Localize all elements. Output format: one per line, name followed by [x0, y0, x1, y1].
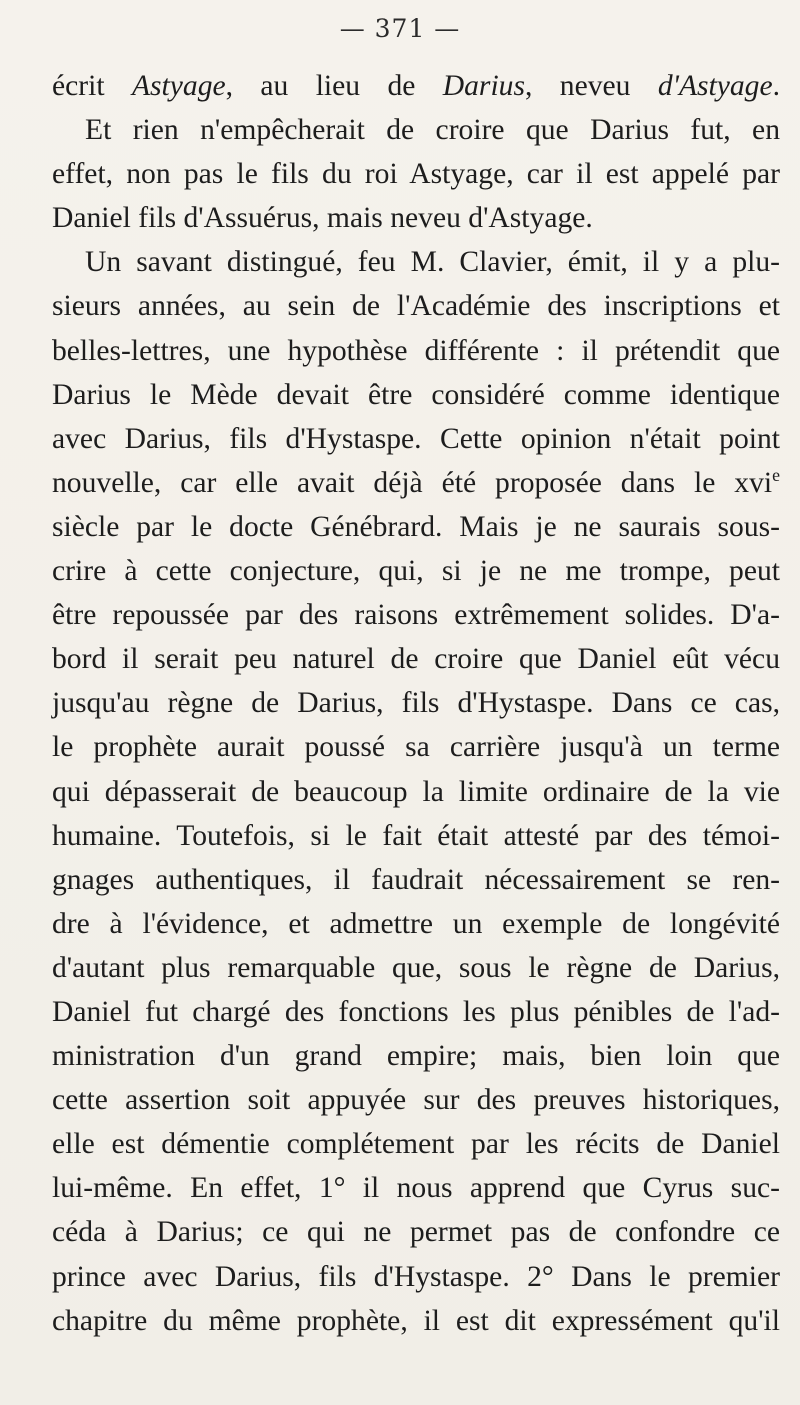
text-line-10 [52, 461, 780, 505]
text-line-11: siècle par le docte Génébrard. Mais je ne saurais sous- [52, 510, 780, 543]
text-line-24: cette assertion soit appuyée sur des preuves historiques, [52, 1084, 780, 1117]
text-line-18: humaine. Toutefois, si le fait était attesté par des témoi- [52, 819, 780, 852]
text-line-19: gnages authentiques, il faudrait nécessairement se ren- [52, 863, 780, 896]
body-text [52, 64, 780, 1343]
text-line-23: ministration d'un grand empire; mais, bien loin que [52, 1040, 780, 1073]
text-line-17: qui dépasserait de beaucoup la limite ordinaire de la vie [52, 775, 780, 808]
text-line-29: chapitre du même prophète, il est dit expressément qu'il [52, 1304, 780, 1337]
text-line-8: Darius le Mède devait être considéré comme identique [52, 378, 780, 411]
text-line-1: écrit Astyage, au lieu de Darius, neveu d'Astyage. [52, 70, 781, 102]
text-line-26: lui-même. En effet, 1° il nous apprend que Cyrus suc- [52, 1172, 780, 1205]
text-line-13: être repoussée par des raisons extrêmement solides. D'a- [52, 599, 780, 632]
text-line-22: Daniel fut chargé des fonctions les plus pénibles de l'ad- [52, 995, 780, 1028]
text-line-2: Et rien n'empêcherait de croire que Darius fut, en [85, 114, 780, 147]
text-line-10-main: nouvelle, car elle avait déjà été proposée dans le xvi [52, 466, 773, 499]
text-line-16: le prophète aurait poussé sa carrière jusqu'à un terme [52, 731, 780, 764]
text-line-27: céda à Darius; ce qui ne permet pas de confondre ce [52, 1216, 780, 1249]
text-line-7: belles-lettres, une hypothèse différente : il prétendit que [52, 334, 780, 367]
text-line-12: crire à cette conjecture, qui, si je ne me trompe, peut [52, 555, 780, 588]
text-line-25: elle est démentie complétement par les récits de Daniel [52, 1128, 780, 1161]
text-line-21: d'autant plus remarquable que, sous le règne de Darius, [52, 951, 780, 984]
text-line-3: effet, non pas le fils du roi Astyage, car il est appelé par [52, 158, 780, 191]
text-line-15: jusqu'au règne de Darius, fils d'Hystaspe. Dans ce cas, [52, 687, 780, 720]
page-number: — 371 — [339, 14, 461, 43]
text-line-28: prince avec Darius, fils d'Hystaspe. 2° Dans le premier [52, 1260, 780, 1293]
text-line-9: avec Darius, fils d'Hystaspe. Cette opinion n'était point [52, 422, 780, 455]
text-line-4: Daniel fils d'Assuérus, mais neveu d'Astyage. [52, 202, 593, 235]
text-line-14: bord il serait peu naturel de croire que Daniel eût vécu [52, 643, 780, 676]
text-line-20: dre à l'évidence, et admettre un exemple de longévité [52, 907, 780, 940]
text-line-5: Un savant distingué, feu M. Clavier, émit, il y a plu- [85, 246, 780, 279]
text-line-6: sieurs années, au sein de l'Académie des inscriptions et [52, 290, 780, 323]
superscript-e: e [772, 464, 780, 485]
